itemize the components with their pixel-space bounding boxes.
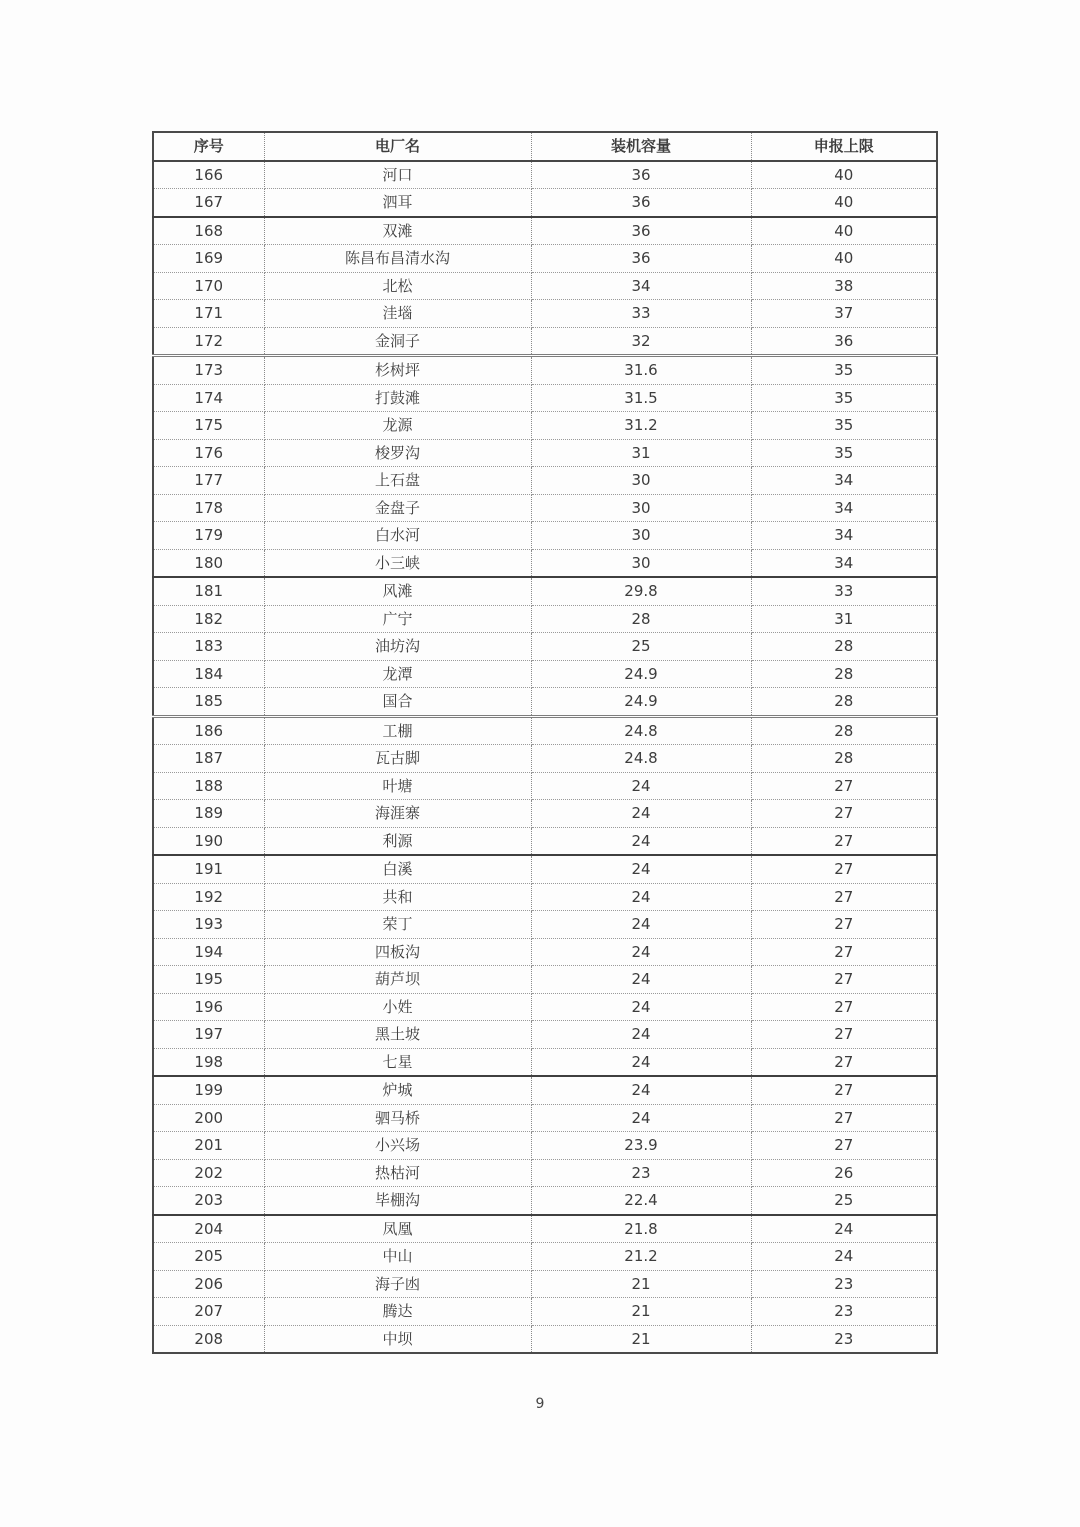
cell-plant-name: 金洞子 xyxy=(264,327,531,356)
cell-plant-name: 白溪 xyxy=(264,855,531,883)
cell-serial-number: 207 xyxy=(153,1298,264,1326)
cell-declaration-limit: 36 xyxy=(751,327,937,356)
cell-plant-name: 小三峡 xyxy=(264,549,531,577)
cell-plant-name: 炉城 xyxy=(264,1076,531,1104)
table-row xyxy=(153,245,937,273)
cell-plant-name: 海涯寨 xyxy=(264,800,531,828)
cell-installed-capacity: 32 xyxy=(531,327,751,356)
cell-declaration-limit: 23 xyxy=(751,1270,937,1298)
cell-declaration-limit: 40 xyxy=(751,189,937,217)
cell-serial-number: 190 xyxy=(153,827,264,855)
cell-serial-number: 208 xyxy=(153,1325,264,1353)
cell-serial-number: 168 xyxy=(153,217,264,245)
cell-serial-number: 191 xyxy=(153,855,264,883)
table-row xyxy=(153,189,937,217)
cell-serial-number: 178 xyxy=(153,494,264,522)
cell-serial-number: 180 xyxy=(153,549,264,577)
cell-serial-number: 185 xyxy=(153,688,264,717)
cell-installed-capacity: 24 xyxy=(531,1048,751,1076)
table-row xyxy=(153,1215,937,1243)
cell-declaration-limit: 40 xyxy=(751,245,937,273)
cell-declaration-limit: 27 xyxy=(751,1021,937,1049)
table-row xyxy=(153,911,937,939)
cell-serial-number: 202 xyxy=(153,1159,264,1187)
table-row xyxy=(153,716,937,745)
table-row xyxy=(153,1021,937,1049)
table-row xyxy=(153,1270,937,1298)
cell-declaration-limit: 27 xyxy=(751,938,937,966)
cell-installed-capacity: 24 xyxy=(531,827,751,855)
cell-serial-number: 182 xyxy=(153,605,264,633)
cell-declaration-limit: 37 xyxy=(751,300,937,328)
cell-serial-number: 172 xyxy=(153,327,264,356)
cell-declaration-limit: 28 xyxy=(751,660,937,688)
cell-installed-capacity: 24 xyxy=(531,911,751,939)
cell-plant-name: 小姓 xyxy=(264,993,531,1021)
table-row xyxy=(153,605,937,633)
table-row xyxy=(153,327,937,356)
cell-declaration-limit: 35 xyxy=(751,356,937,385)
cell-plant-name: 海子凼 xyxy=(264,1270,531,1298)
cell-plant-name: 瓦古脚 xyxy=(264,745,531,773)
cell-serial-number: 177 xyxy=(153,467,264,495)
cell-serial-number: 204 xyxy=(153,1215,264,1243)
cell-plant-name: 热枯河 xyxy=(264,1159,531,1187)
table-row xyxy=(153,1325,937,1353)
cell-installed-capacity: 24 xyxy=(531,1021,751,1049)
cell-serial-number: 199 xyxy=(153,1076,264,1104)
cell-installed-capacity: 36 xyxy=(531,161,751,189)
cell-plant-name: 白水河 xyxy=(264,522,531,550)
cell-declaration-limit: 40 xyxy=(751,161,937,189)
cell-plant-name: 广宁 xyxy=(264,605,531,633)
cell-installed-capacity: 28 xyxy=(531,605,751,633)
cell-serial-number: 206 xyxy=(153,1270,264,1298)
table-row xyxy=(153,855,937,883)
cell-plant-name: 梭罗沟 xyxy=(264,439,531,467)
cell-plant-name: 七星 xyxy=(264,1048,531,1076)
cell-plant-name: 金盘子 xyxy=(264,494,531,522)
cell-serial-number: 203 xyxy=(153,1187,264,1215)
table-row xyxy=(153,272,937,300)
cell-installed-capacity: 30 xyxy=(531,494,751,522)
cell-declaration-limit: 38 xyxy=(751,272,937,300)
cell-installed-capacity: 21.2 xyxy=(531,1243,751,1271)
table-row xyxy=(153,217,937,245)
cell-plant-name: 风滩 xyxy=(264,577,531,605)
cell-declaration-limit: 35 xyxy=(751,384,937,412)
cell-declaration-limit: 34 xyxy=(751,522,937,550)
cell-declaration-limit: 27 xyxy=(751,1076,937,1104)
table-row xyxy=(153,384,937,412)
table-row xyxy=(153,1243,937,1271)
cell-serial-number: 196 xyxy=(153,993,264,1021)
cell-serial-number: 195 xyxy=(153,966,264,994)
cell-installed-capacity: 24.9 xyxy=(531,660,751,688)
cell-serial-number: 167 xyxy=(153,189,264,217)
cell-declaration-limit: 26 xyxy=(751,1159,937,1187)
cell-serial-number: 194 xyxy=(153,938,264,966)
cell-serial-number: 197 xyxy=(153,1021,264,1049)
table-body xyxy=(153,161,937,1354)
table-header xyxy=(153,132,937,161)
cell-plant-name: 共和 xyxy=(264,883,531,911)
cell-installed-capacity: 23.9 xyxy=(531,1132,751,1160)
header-row xyxy=(153,132,937,161)
cell-installed-capacity: 36 xyxy=(531,217,751,245)
cell-serial-number: 169 xyxy=(153,245,264,273)
cell-serial-number: 166 xyxy=(153,161,264,189)
cell-plant-name: 葫芦坝 xyxy=(264,966,531,994)
cell-installed-capacity: 22.4 xyxy=(531,1187,751,1215)
header-installed-capacity: 装机容量 xyxy=(531,132,751,161)
cell-installed-capacity: 24 xyxy=(531,800,751,828)
table-row xyxy=(153,549,937,577)
cell-declaration-limit: 25 xyxy=(751,1187,937,1215)
cell-plant-name: 工棚 xyxy=(264,716,531,745)
cell-plant-name: 杉树坪 xyxy=(264,356,531,385)
cell-installed-capacity: 23 xyxy=(531,1159,751,1187)
cell-installed-capacity: 21 xyxy=(531,1298,751,1326)
cell-installed-capacity: 24.8 xyxy=(531,745,751,773)
table-row xyxy=(153,522,937,550)
cell-plant-name: 龙潭 xyxy=(264,660,531,688)
cell-plant-name: 中山 xyxy=(264,1243,531,1271)
cell-installed-capacity: 30 xyxy=(531,522,751,550)
cell-serial-number: 189 xyxy=(153,800,264,828)
table-row xyxy=(153,356,937,385)
power-plant-table xyxy=(152,131,938,1354)
cell-plant-name: 利源 xyxy=(264,827,531,855)
cell-declaration-limit: 27 xyxy=(751,800,937,828)
table-row xyxy=(153,772,937,800)
table-row xyxy=(153,827,937,855)
cell-plant-name: 打鼓滩 xyxy=(264,384,531,412)
cell-serial-number: 181 xyxy=(153,577,264,605)
cell-declaration-limit: 27 xyxy=(751,911,937,939)
cell-serial-number: 201 xyxy=(153,1132,264,1160)
table-row xyxy=(153,1048,937,1076)
table-row xyxy=(153,412,937,440)
cell-plant-name: 河口 xyxy=(264,161,531,189)
cell-serial-number: 171 xyxy=(153,300,264,328)
cell-plant-name: 荣丁 xyxy=(264,911,531,939)
cell-serial-number: 187 xyxy=(153,745,264,773)
cell-plant-name: 双滩 xyxy=(264,217,531,245)
cell-declaration-limit: 27 xyxy=(751,1048,937,1076)
cell-plant-name: 陈昌布昌清水沟 xyxy=(264,245,531,273)
table-row xyxy=(153,439,937,467)
cell-plant-name: 驷马桥 xyxy=(264,1104,531,1132)
cell-installed-capacity: 21 xyxy=(531,1270,751,1298)
cell-declaration-limit: 35 xyxy=(751,412,937,440)
table-row xyxy=(153,1298,937,1326)
table-row xyxy=(153,1187,937,1215)
table-row xyxy=(153,660,937,688)
cell-installed-capacity: 25 xyxy=(531,633,751,661)
cell-declaration-limit: 27 xyxy=(751,855,937,883)
table-row xyxy=(153,993,937,1021)
cell-declaration-limit: 34 xyxy=(751,549,937,577)
cell-plant-name: 洼堖 xyxy=(264,300,531,328)
cell-installed-capacity: 21.8 xyxy=(531,1215,751,1243)
cell-installed-capacity: 33 xyxy=(531,300,751,328)
cell-declaration-limit: 23 xyxy=(751,1325,937,1353)
cell-installed-capacity: 34 xyxy=(531,272,751,300)
cell-installed-capacity: 24.9 xyxy=(531,688,751,717)
cell-declaration-limit: 28 xyxy=(751,745,937,773)
cell-declaration-limit: 34 xyxy=(751,494,937,522)
cell-declaration-limit: 34 xyxy=(751,467,937,495)
cell-installed-capacity: 31.2 xyxy=(531,412,751,440)
cell-plant-name: 油坊沟 xyxy=(264,633,531,661)
table-row xyxy=(153,883,937,911)
table-row xyxy=(153,633,937,661)
cell-installed-capacity: 31.6 xyxy=(531,356,751,385)
cell-serial-number: 198 xyxy=(153,1048,264,1076)
cell-installed-capacity: 21 xyxy=(531,1325,751,1353)
cell-plant-name: 国合 xyxy=(264,688,531,717)
cell-plant-name: 毕棚沟 xyxy=(264,1187,531,1215)
cell-installed-capacity: 24 xyxy=(531,1076,751,1104)
cell-declaration-limit: 40 xyxy=(751,217,937,245)
header-plant-name: 电厂名 xyxy=(264,132,531,161)
cell-declaration-limit: 28 xyxy=(751,688,937,717)
cell-declaration-limit: 24 xyxy=(751,1243,937,1271)
header-serial-number: 序号 xyxy=(153,132,264,161)
cell-serial-number: 176 xyxy=(153,439,264,467)
table-row xyxy=(153,1159,937,1187)
cell-declaration-limit: 31 xyxy=(751,605,937,633)
cell-plant-name: 龙源 xyxy=(264,412,531,440)
cell-installed-capacity: 24 xyxy=(531,993,751,1021)
cell-installed-capacity: 24 xyxy=(531,855,751,883)
cell-serial-number: 192 xyxy=(153,883,264,911)
table-row xyxy=(153,938,937,966)
cell-installed-capacity: 24 xyxy=(531,1104,751,1132)
cell-installed-capacity: 24 xyxy=(531,772,751,800)
cell-declaration-limit: 27 xyxy=(751,883,937,911)
cell-declaration-limit: 27 xyxy=(751,1104,937,1132)
table-row xyxy=(153,745,937,773)
cell-plant-name: 黑土坡 xyxy=(264,1021,531,1049)
table-row xyxy=(153,161,937,189)
cell-serial-number: 179 xyxy=(153,522,264,550)
cell-plant-name: 叶塘 xyxy=(264,772,531,800)
cell-declaration-limit: 28 xyxy=(751,633,937,661)
cell-serial-number: 174 xyxy=(153,384,264,412)
cell-serial-number: 175 xyxy=(153,412,264,440)
cell-serial-number: 200 xyxy=(153,1104,264,1132)
table-row xyxy=(153,1132,937,1160)
cell-plant-name: 小兴场 xyxy=(264,1132,531,1160)
cell-declaration-limit: 27 xyxy=(751,772,937,800)
cell-declaration-limit: 27 xyxy=(751,993,937,1021)
cell-installed-capacity: 29.8 xyxy=(531,577,751,605)
cell-serial-number: 184 xyxy=(153,660,264,688)
cell-plant-name: 凤凰 xyxy=(264,1215,531,1243)
cell-declaration-limit: 33 xyxy=(751,577,937,605)
cell-plant-name: 北松 xyxy=(264,272,531,300)
cell-installed-capacity: 24.8 xyxy=(531,716,751,745)
cell-declaration-limit: 27 xyxy=(751,1132,937,1160)
cell-declaration-limit: 35 xyxy=(751,439,937,467)
cell-installed-capacity: 36 xyxy=(531,189,751,217)
cell-plant-name: 腾达 xyxy=(264,1298,531,1326)
cell-declaration-limit: 24 xyxy=(751,1215,937,1243)
cell-declaration-limit: 28 xyxy=(751,716,937,745)
cell-serial-number: 205 xyxy=(153,1243,264,1271)
table-row xyxy=(153,688,937,717)
header-declaration-limit: 申报上限 xyxy=(751,132,937,161)
table-row xyxy=(153,494,937,522)
cell-serial-number: 186 xyxy=(153,716,264,745)
cell-installed-capacity: 24 xyxy=(531,966,751,994)
cell-plant-name: 中坝 xyxy=(264,1325,531,1353)
cell-installed-capacity: 31.5 xyxy=(531,384,751,412)
cell-installed-capacity: 31 xyxy=(531,439,751,467)
page-number: 9 xyxy=(535,1396,545,1412)
cell-installed-capacity: 36 xyxy=(531,245,751,273)
cell-installed-capacity: 24 xyxy=(531,938,751,966)
table-row xyxy=(153,1104,937,1132)
table-row xyxy=(153,1076,937,1104)
table-row xyxy=(153,577,937,605)
cell-serial-number: 193 xyxy=(153,911,264,939)
cell-installed-capacity: 30 xyxy=(531,467,751,495)
cell-declaration-limit: 23 xyxy=(751,1298,937,1326)
table-row xyxy=(153,467,937,495)
cell-declaration-limit: 27 xyxy=(751,827,937,855)
cell-serial-number: 173 xyxy=(153,356,264,385)
cell-declaration-limit: 27 xyxy=(751,966,937,994)
cell-plant-name: 泗耳 xyxy=(264,189,531,217)
cell-serial-number: 170 xyxy=(153,272,264,300)
table-row xyxy=(153,966,937,994)
cell-installed-capacity: 30 xyxy=(531,549,751,577)
table-row xyxy=(153,800,937,828)
table-row xyxy=(153,300,937,328)
cell-serial-number: 188 xyxy=(153,772,264,800)
cell-serial-number: 183 xyxy=(153,633,264,661)
cell-plant-name: 上石盘 xyxy=(264,467,531,495)
cell-installed-capacity: 24 xyxy=(531,883,751,911)
cell-plant-name: 四板沟 xyxy=(264,938,531,966)
